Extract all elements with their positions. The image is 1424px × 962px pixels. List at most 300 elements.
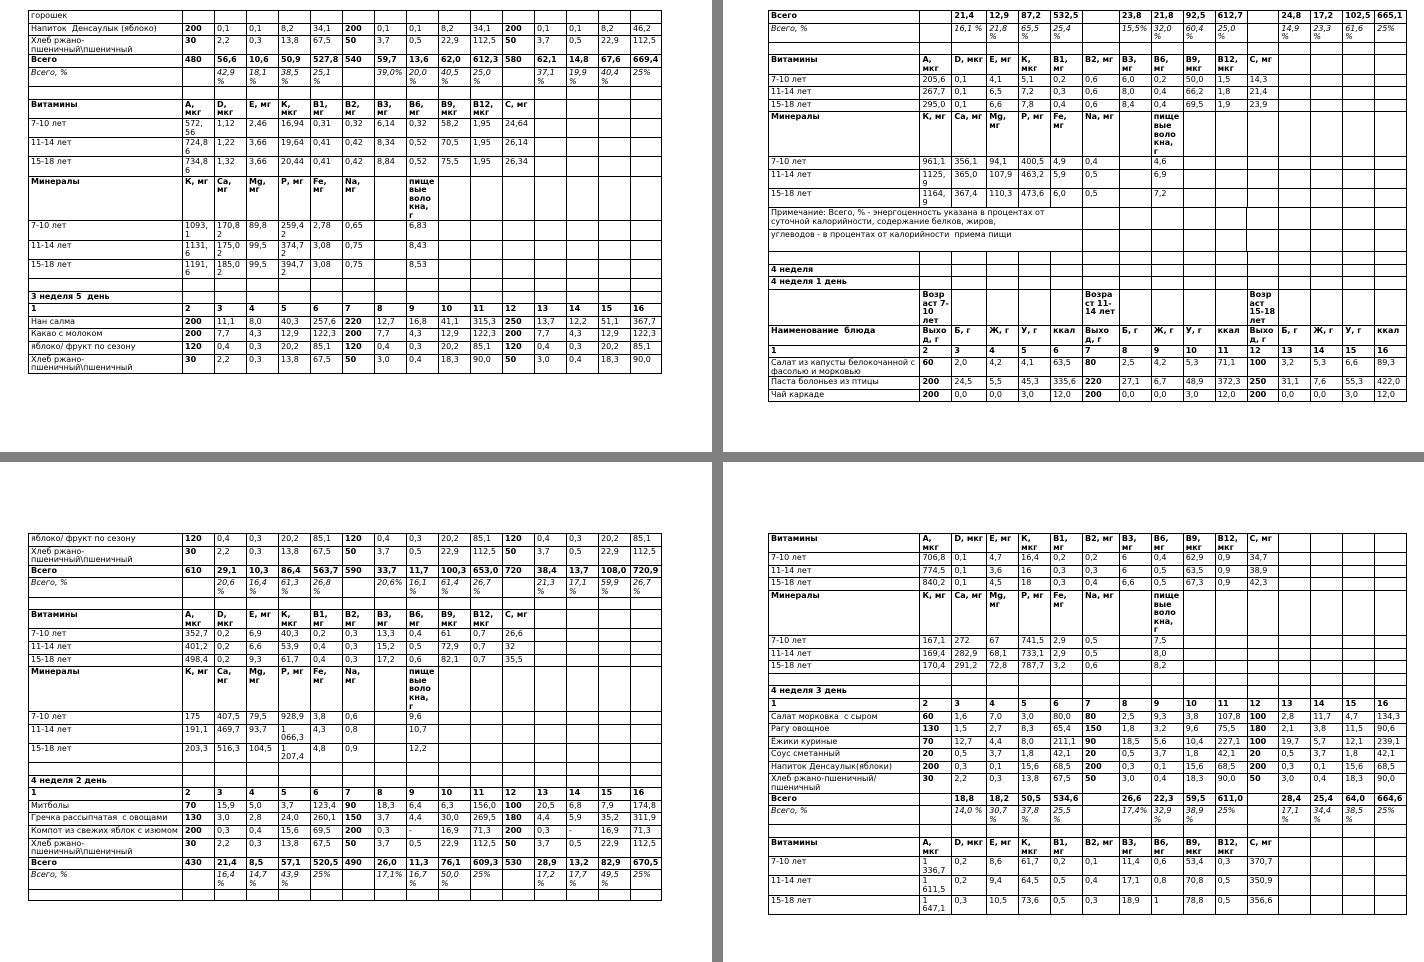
table-cell: 0,0 bbox=[1310, 389, 1342, 402]
table-cell: 71,3 bbox=[470, 825, 502, 838]
table-cell: 9 bbox=[1151, 698, 1183, 711]
empty-cell bbox=[1310, 552, 1342, 565]
table-cell: 2,9 bbox=[1050, 635, 1082, 648]
table-cell: В12, мкг bbox=[470, 609, 502, 628]
table-cell: 20,2 bbox=[598, 341, 630, 354]
table-cell: 175 bbox=[182, 711, 214, 724]
empty-cell bbox=[534, 654, 566, 667]
table-cell: 13,7 bbox=[566, 565, 598, 578]
empty-cell bbox=[630, 609, 662, 628]
empty-cell bbox=[1247, 251, 1279, 264]
table-cell: 20,2 bbox=[438, 341, 470, 354]
table-cell: 1 647,1 bbox=[919, 895, 951, 915]
table-cell: 26,0 bbox=[374, 857, 406, 870]
empty-cell bbox=[1342, 251, 1374, 264]
table-cell: В3, мг bbox=[374, 609, 406, 628]
table-cell: 0,1 bbox=[951, 99, 986, 112]
empty-cell bbox=[1247, 824, 1279, 837]
table-cell: 32 bbox=[502, 641, 534, 654]
table-cell: 0,3 bbox=[246, 838, 278, 857]
empty-cell bbox=[1278, 856, 1310, 875]
table-cell: 6 bbox=[310, 303, 342, 316]
row-label: Хлеб ржано-пшеничный\пшеничный bbox=[28, 354, 182, 374]
table-cell: 670,5 bbox=[630, 857, 662, 870]
table-cell: 4,4 bbox=[534, 812, 566, 825]
table-row bbox=[28, 316, 666, 329]
table-cell: 3,7 bbox=[534, 546, 566, 565]
table-cell: 67,5 bbox=[310, 354, 342, 374]
empty-cell bbox=[1082, 685, 1119, 698]
empty-cell bbox=[28, 86, 182, 99]
table-cell: 5,7 bbox=[1310, 736, 1342, 749]
empty-cell bbox=[246, 775, 278, 788]
row-label: 15-18 лет bbox=[28, 654, 182, 667]
table-cell: 13 bbox=[1278, 345, 1310, 358]
table-cell: 30 bbox=[182, 354, 214, 374]
empty-cell bbox=[1374, 837, 1407, 856]
table-cell: 8,43 bbox=[406, 240, 438, 259]
empty-cell bbox=[1215, 264, 1247, 277]
empty-cell bbox=[470, 259, 502, 278]
table-cell: 372,3 bbox=[1215, 376, 1247, 389]
table-row bbox=[768, 169, 1407, 188]
page-bottom-left bbox=[28, 533, 666, 901]
table-cell: 1,8 bbox=[1342, 748, 1374, 761]
table-cell: 8,2 bbox=[278, 23, 310, 36]
row-label: Всего bbox=[28, 857, 182, 870]
empty-cell bbox=[1278, 552, 1310, 565]
empty-cell bbox=[342, 775, 374, 788]
table-cell: 13,8 bbox=[278, 546, 310, 565]
table-cell: 8 bbox=[374, 787, 406, 800]
empty-cell bbox=[28, 889, 182, 902]
empty-cell bbox=[986, 276, 1018, 289]
table-cell: 24,8 bbox=[1278, 10, 1310, 23]
table-cell: К, мкг bbox=[1018, 533, 1050, 552]
table-cell: 25,1 % bbox=[310, 67, 342, 86]
table-cell: 85,1 bbox=[630, 533, 662, 546]
table-row bbox=[768, 207, 1407, 229]
table-cell: 58,2 bbox=[438, 118, 470, 137]
table-cell: 2,2 bbox=[214, 838, 246, 857]
table-cell: 1,12 bbox=[214, 118, 246, 137]
row-label: Митболы bbox=[28, 800, 182, 813]
table-cell: 18,3 bbox=[598, 354, 630, 374]
row-label: Всего bbox=[28, 54, 182, 67]
empty-cell bbox=[246, 889, 278, 902]
table-cell: 20,2 bbox=[278, 341, 310, 354]
table-cell: 200 bbox=[502, 825, 534, 838]
table-cell: 61,7 bbox=[278, 654, 310, 667]
table-cell: 0,6 bbox=[1082, 99, 1119, 112]
table-cell: 239,1 bbox=[1374, 736, 1407, 749]
table-cell: 59,5 bbox=[1183, 793, 1215, 806]
table-cell: 3,7 bbox=[374, 35, 406, 54]
empty-cell bbox=[1278, 289, 1310, 325]
table-cell: 18,3 bbox=[1342, 773, 1374, 792]
table-cell: 15 bbox=[1342, 345, 1374, 358]
empty-cell bbox=[1215, 590, 1247, 635]
table-cell: 6,14 bbox=[374, 118, 406, 137]
table-cell: 665,1 bbox=[1374, 10, 1407, 23]
page-divider-horizontal bbox=[0, 452, 1424, 462]
table-cell: 130 bbox=[182, 812, 214, 825]
table-cell bbox=[951, 289, 986, 325]
table-cell: 6,7 bbox=[1151, 376, 1183, 389]
table-cell: 0,3 bbox=[342, 628, 374, 641]
table-cell: 4 bbox=[246, 303, 278, 316]
table-row bbox=[28, 787, 666, 800]
table-cell: 2,2 bbox=[214, 354, 246, 374]
table-cell: 12,9 bbox=[598, 328, 630, 341]
empty-cell bbox=[1342, 188, 1374, 207]
table-cell: 0,32 bbox=[406, 118, 438, 137]
table-cell: 0,3 bbox=[374, 825, 406, 838]
table-cell: 120 bbox=[502, 533, 534, 546]
table-cell: 3,7 bbox=[374, 838, 406, 857]
table-cell: 1 207,4 bbox=[278, 743, 310, 762]
table-cell: 12 bbox=[502, 303, 534, 316]
table-cell: 90,0 bbox=[1374, 773, 1407, 792]
table-cell: 0,4 bbox=[1082, 875, 1119, 894]
empty-cell bbox=[1374, 229, 1407, 251]
row-label: Напиток Денсаулык(яблоки) bbox=[768, 761, 919, 774]
table-cell: 80 bbox=[1082, 711, 1119, 724]
table-cell: 4,3 bbox=[310, 724, 342, 743]
table-cell: 57,1 bbox=[278, 857, 310, 870]
table-cell bbox=[1082, 793, 1119, 806]
table-row bbox=[28, 812, 666, 825]
table-cell: 0,5 bbox=[1082, 648, 1119, 661]
empty-cell bbox=[1183, 685, 1215, 698]
table-cell: 3,7 bbox=[278, 800, 310, 813]
table-cell: 86,4 bbox=[278, 565, 310, 578]
empty-cell bbox=[1082, 264, 1119, 277]
empty-cell bbox=[919, 276, 951, 289]
table-cell: 0,3 bbox=[1082, 565, 1119, 578]
table-row bbox=[28, 546, 666, 565]
table-cell: 540 bbox=[342, 54, 374, 67]
table-cell: 0,0 bbox=[1278, 389, 1310, 402]
table-cell: 0,3 bbox=[566, 341, 598, 354]
table-cell: 1,8 bbox=[1018, 748, 1050, 761]
table-cell: 6,6 bbox=[1342, 357, 1374, 376]
table-cell: 8 bbox=[1119, 345, 1151, 358]
table-cell: В12, мкг bbox=[470, 99, 502, 118]
table-cell: 6,9 bbox=[1151, 169, 1183, 188]
empty-cell bbox=[28, 762, 182, 775]
table-cell: 0,65 bbox=[342, 220, 374, 239]
empty-cell bbox=[1278, 169, 1310, 188]
table-cell: 3,0 bbox=[534, 354, 566, 374]
table-cell bbox=[919, 805, 951, 824]
table-cell: 10,4 bbox=[1183, 736, 1215, 749]
table-cell: 0,3 bbox=[951, 895, 986, 915]
table-cell: 0,5 bbox=[1151, 565, 1183, 578]
empty-cell bbox=[986, 824, 1018, 837]
empty-cell bbox=[566, 220, 598, 239]
empty-cell bbox=[630, 597, 662, 610]
empty-cell bbox=[1310, 229, 1342, 251]
table-cell: 79,5 bbox=[246, 711, 278, 724]
table-cell bbox=[919, 793, 951, 806]
table-cell: 1 611,5 bbox=[919, 875, 951, 894]
table-cell: 68,1 bbox=[986, 648, 1018, 661]
empty-cell bbox=[630, 156, 662, 175]
table-cell: 1093, 1 bbox=[182, 220, 214, 239]
table-cell: 0,1 bbox=[951, 74, 986, 87]
row-label: 11-14 лет bbox=[28, 724, 182, 743]
table-cell bbox=[919, 23, 951, 42]
table-row bbox=[28, 533, 666, 546]
empty-cell bbox=[1374, 590, 1407, 635]
table-cell: 16,9 bbox=[598, 825, 630, 838]
empty-cell bbox=[1374, 74, 1407, 87]
empty-cell bbox=[1278, 42, 1310, 55]
table-cell: 3,2 bbox=[1151, 723, 1183, 736]
table-cell: 1 066,3 bbox=[278, 724, 310, 743]
empty-cell bbox=[1278, 99, 1310, 112]
table-cell: 6,5 bbox=[986, 86, 1018, 99]
table-cell: 7,6 bbox=[1310, 376, 1342, 389]
table-cell: 480 bbox=[182, 54, 214, 67]
table-cell: 0,9 bbox=[1215, 552, 1247, 565]
empty-cell bbox=[1247, 590, 1279, 635]
empty-cell bbox=[919, 673, 951, 686]
table-cell: 0,4 bbox=[566, 354, 598, 374]
row-label: 15-18 лет bbox=[28, 259, 182, 278]
empty-cell bbox=[1183, 635, 1215, 648]
table-cell: 200 bbox=[1247, 389, 1279, 402]
table-cell: В3, мг bbox=[1119, 533, 1151, 552]
table-cell: 17,1 % bbox=[566, 577, 598, 596]
table-cell: Р, мг bbox=[278, 666, 310, 711]
table-cell: 40,5 % bbox=[438, 67, 470, 86]
table-cell: 13,8 bbox=[278, 838, 310, 857]
table-cell: 15,6 bbox=[1183, 761, 1215, 774]
table-cell: 107,9 bbox=[986, 169, 1018, 188]
empty-cell bbox=[1310, 635, 1342, 648]
table-cell: 259,4 2 bbox=[278, 220, 310, 239]
table-cell: К, мкг bbox=[278, 99, 310, 118]
table-cell: К, мг bbox=[919, 111, 951, 156]
table-cell: 1191, 6 bbox=[182, 259, 214, 278]
table-cell: 315,3 bbox=[470, 316, 502, 329]
table-row bbox=[28, 609, 666, 628]
table-cell: 110,3 bbox=[986, 188, 1018, 207]
table-cell: 25% bbox=[630, 67, 662, 86]
table-cell: 4,1 bbox=[986, 74, 1018, 87]
table-row bbox=[768, 276, 1407, 289]
table-cell: 928,9 bbox=[278, 711, 310, 724]
table-cell: 6,6 bbox=[1119, 577, 1151, 590]
empty-cell bbox=[1082, 251, 1119, 264]
empty-cell bbox=[534, 86, 566, 99]
table-row bbox=[768, 577, 1407, 590]
table-cell: 24,0 bbox=[278, 812, 310, 825]
table-cell: 580 bbox=[502, 54, 534, 67]
table-cell: 50 bbox=[342, 838, 374, 857]
empty-cell bbox=[1342, 856, 1374, 875]
table-cell: 0,9 bbox=[1215, 565, 1247, 578]
table-cell: 0,2 bbox=[1050, 552, 1082, 565]
row-label: Минералы bbox=[768, 111, 919, 156]
table-row bbox=[768, 229, 1407, 251]
table-cell: D, мкг bbox=[214, 99, 246, 118]
table-cell: У, г bbox=[1183, 325, 1215, 344]
table-cell: 67,3 bbox=[1183, 577, 1215, 590]
table-cell: В6, мг bbox=[1151, 533, 1183, 552]
table-cell: 22,9 bbox=[438, 35, 470, 54]
row-label: Салат морковка с сыром bbox=[768, 711, 919, 724]
table-cell: 22,9 bbox=[598, 838, 630, 857]
table-cell: 0,3 bbox=[1215, 856, 1247, 875]
table-row bbox=[28, 67, 666, 86]
table-cell: 7,7 bbox=[214, 328, 246, 341]
table-cell: 15 bbox=[1342, 698, 1374, 711]
empty-cell bbox=[502, 775, 534, 788]
empty-cell bbox=[598, 137, 630, 156]
row-label: 7-10 лет bbox=[28, 711, 182, 724]
table-cell: 787,7 bbox=[1018, 660, 1050, 673]
table-cell: 3,8 bbox=[310, 711, 342, 724]
table-cell: Е, мг bbox=[986, 54, 1018, 73]
table-cell: 463,2 bbox=[1018, 169, 1050, 188]
table-cell: 774,5 bbox=[919, 565, 951, 578]
table-cell: 130 bbox=[919, 723, 951, 736]
table-cell: 170,4 bbox=[919, 660, 951, 673]
empty-cell bbox=[438, 743, 470, 762]
table-cell: 0,1 bbox=[951, 552, 986, 565]
table-cell bbox=[374, 724, 406, 743]
empty-cell bbox=[182, 86, 214, 99]
table-cell: 6,83 bbox=[406, 220, 438, 239]
empty-cell bbox=[1183, 169, 1215, 188]
table-cell: 0,5 bbox=[566, 546, 598, 565]
table-cell: Na, мг bbox=[1082, 590, 1119, 635]
table-cell: 0,2 bbox=[1151, 74, 1183, 87]
table-cell: 3,66 bbox=[246, 137, 278, 156]
table-cell: 0,1 bbox=[1310, 761, 1342, 774]
table-cell: 25% bbox=[1374, 805, 1407, 824]
table-cell: Fe, мг bbox=[1050, 111, 1082, 156]
empty-cell bbox=[214, 10, 246, 23]
table-cell: 24,64 bbox=[502, 118, 534, 137]
table-row bbox=[768, 389, 1407, 402]
row-label: Витамины bbox=[768, 54, 919, 73]
empty-cell bbox=[1050, 673, 1082, 686]
empty-cell bbox=[438, 259, 470, 278]
table-cell bbox=[986, 289, 1018, 325]
table-cell: 0,5 bbox=[406, 641, 438, 654]
empty-cell bbox=[534, 156, 566, 175]
table-cell: 100 bbox=[1247, 357, 1279, 376]
empty-cell bbox=[1183, 207, 1215, 229]
table-cell: 2,9 bbox=[1050, 648, 1082, 661]
table-cell bbox=[342, 67, 374, 86]
empty-cell bbox=[470, 889, 502, 902]
table-cell: D, мкг bbox=[214, 609, 246, 628]
table-cell: 490 bbox=[342, 857, 374, 870]
empty-cell bbox=[630, 10, 662, 23]
table-cell: 34,1 bbox=[470, 23, 502, 36]
table-cell: 367,7 bbox=[630, 316, 662, 329]
table-cell: Са, мг bbox=[214, 176, 246, 221]
table-row bbox=[768, 289, 1407, 325]
table-cell: 706,8 bbox=[919, 552, 951, 565]
table-row bbox=[768, 99, 1407, 112]
table-cell: пищевые волокна, г bbox=[406, 176, 438, 221]
empty-cell bbox=[470, 10, 502, 23]
table-cell: 17,2 % bbox=[534, 869, 566, 888]
table-row bbox=[768, 723, 1407, 736]
table-cell: 4,1 bbox=[1018, 357, 1050, 376]
table-cell: 0,4 bbox=[374, 341, 406, 354]
table-cell: 200 bbox=[919, 389, 951, 402]
table-cell: 520,5 bbox=[310, 857, 342, 870]
empty-cell bbox=[342, 597, 374, 610]
table-row bbox=[28, 328, 666, 341]
table-cell: 250 bbox=[1247, 376, 1279, 389]
table-cell bbox=[1082, 23, 1119, 42]
table-cell: 2 bbox=[919, 345, 951, 358]
empty-cell bbox=[1215, 156, 1247, 169]
empty-cell bbox=[1215, 673, 1247, 686]
empty-cell bbox=[768, 42, 919, 55]
table-cell: 0,0 bbox=[1119, 389, 1151, 402]
empty-cell bbox=[1278, 86, 1310, 99]
empty-cell bbox=[630, 889, 662, 902]
empty-cell bbox=[1310, 207, 1342, 229]
empty-cell bbox=[1119, 229, 1151, 251]
table-cell: 93,7 bbox=[246, 724, 278, 743]
table-cell: В6, мг bbox=[1151, 837, 1183, 856]
row-label: 7-10 лет bbox=[768, 552, 919, 565]
row-label: 11-14 лет bbox=[28, 240, 182, 259]
table-cell: В1, мг bbox=[1050, 54, 1082, 73]
table-row bbox=[768, 698, 1407, 711]
table-row bbox=[768, 793, 1407, 806]
empty-cell bbox=[1183, 42, 1215, 55]
empty-cell bbox=[438, 597, 470, 610]
empty-cell bbox=[986, 264, 1018, 277]
table-cell: С, мг bbox=[502, 99, 534, 118]
table-cell: 530 bbox=[502, 857, 534, 870]
empty-cell bbox=[1342, 552, 1374, 565]
empty-cell bbox=[951, 824, 986, 837]
table-cell: 15,6 bbox=[278, 825, 310, 838]
empty-cell bbox=[1310, 251, 1342, 264]
table-cell: 612,7 bbox=[1215, 10, 1247, 23]
empty-cell bbox=[1310, 824, 1342, 837]
table-cell: 11,1 bbox=[214, 316, 246, 329]
table-cell: 20,0 % bbox=[406, 67, 438, 86]
table-cell: 4,4 bbox=[406, 812, 438, 825]
table-cell: Fe, мг bbox=[310, 176, 342, 221]
empty-cell bbox=[630, 86, 662, 99]
empty-cell bbox=[246, 10, 278, 23]
table-cell bbox=[919, 10, 951, 23]
empty-cell bbox=[598, 666, 630, 711]
table-cell: 10,7 bbox=[406, 724, 438, 743]
table-cell: 3,08 bbox=[310, 259, 342, 278]
empty-cell bbox=[438, 220, 470, 239]
table-cell: 0,4 bbox=[374, 533, 406, 546]
table-cell: 20,6 % bbox=[214, 577, 246, 596]
row-label: Напиток Денсаулык (яблоко) bbox=[28, 23, 182, 36]
empty-cell bbox=[182, 762, 214, 775]
table-cell bbox=[1119, 156, 1151, 169]
